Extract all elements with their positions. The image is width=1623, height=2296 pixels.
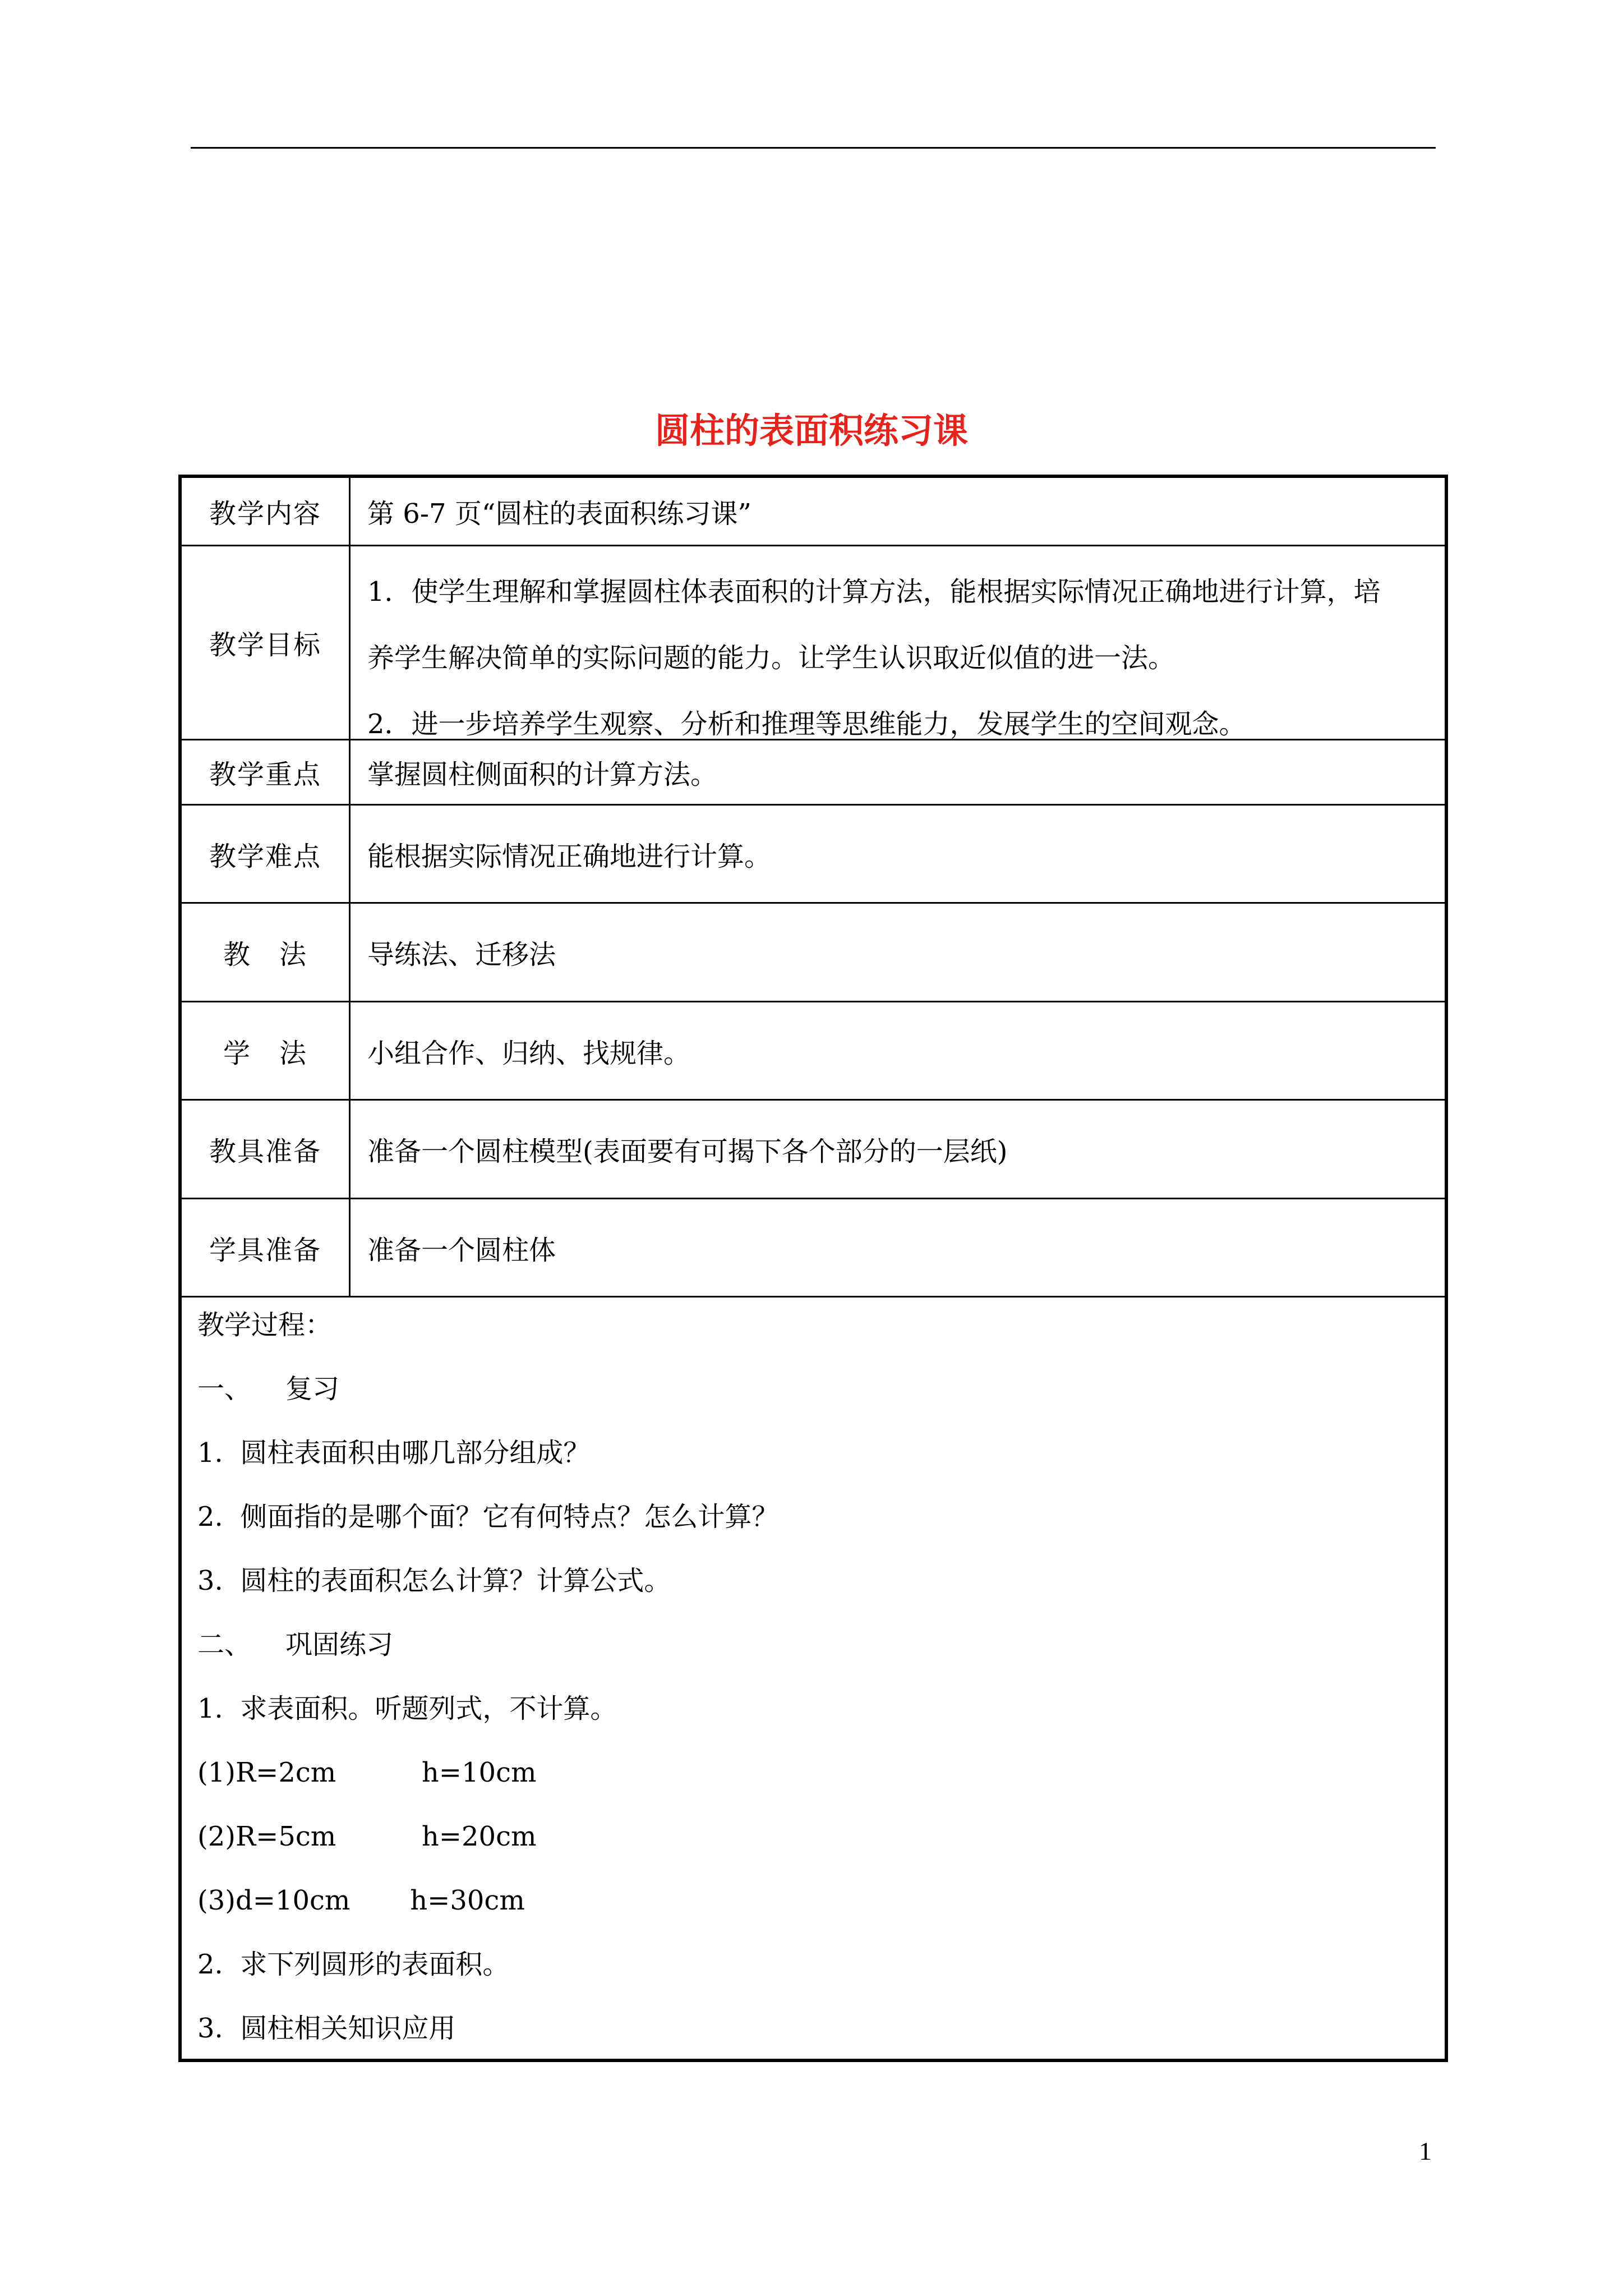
process-line: 1. 圆柱表面积由哪几部分组成？ (197, 1437, 591, 1469)
row-value: 第 6-7 页“圆柱的表面积练习课” (367, 498, 751, 530)
row-value: 小组合作、归纳、找规律。 (367, 1037, 691, 1069)
header-rule (191, 147, 1436, 149)
row-label: 教学内容 (182, 478, 351, 545)
process-line: 一、 复习 (197, 1373, 340, 1405)
row-value: 掌握圆柱侧面积的计算方法。 (367, 759, 718, 790)
process-line: 1. 求表面积。听题列式，不计算。 (197, 1693, 617, 1724)
row-label: 学 法 (182, 1002, 351, 1099)
page-number: 1 (1419, 2137, 1432, 2165)
table-row-teaching-aids (182, 1101, 1445, 1199)
table-row-key-point (182, 740, 1445, 806)
row-label: 教具准备 (182, 1101, 351, 1198)
process-line: 3. 圆柱相关知识应用 (197, 2013, 456, 2044)
table-row-difficulty (182, 806, 1445, 904)
process-line: 二、 巩固练习 (197, 1629, 394, 1660)
row-label: 教 法 (182, 904, 351, 1001)
row-value: 能根据实际情况正确地进行计算。 (367, 840, 772, 872)
row-label: 教学难点 (182, 806, 351, 902)
row-value-goals (351, 546, 1445, 739)
table-row-learning-aids (182, 1199, 1445, 1297)
table-row-content (182, 478, 1445, 546)
process-line: (3)d=10cm h=30cm (197, 1885, 525, 1916)
row-value: 导练法、迁移法 (367, 939, 556, 970)
table-row-learning-method (182, 1002, 1445, 1101)
goal-line: 1．使学生理解和掌握圆柱体表面积的计算方法，能根据实际情况正确地进行计算，培 (367, 576, 1381, 608)
goal-line: 养学生解决简单的实际问题的能力。让学生认识取近似值的进一法。 (367, 642, 1175, 674)
table-row-teaching-method (182, 904, 1445, 1002)
row-value: 准备一个圆柱体 (367, 1234, 556, 1266)
row-label: 教学重点 (182, 740, 351, 804)
process-line: 2. 求下列圆形的表面积。 (197, 1949, 510, 1980)
process-line: 2. 侧面指的是哪个面？它有何特点？怎么计算？ (197, 1501, 779, 1533)
row-value: 准备一个圆柱模型(表面要有可揭下各个部分的一层纸) (367, 1136, 1008, 1167)
table-row-goals (182, 546, 1445, 740)
process-line: (1)R=2cm h=10cm (197, 1757, 537, 1788)
row-label: 学具准备 (182, 1199, 351, 1296)
process-line: 教学过程： (197, 1309, 333, 1341)
goal-line: 2．进一步培养学生观察、分析和推理等思维能力，发展学生的空间观念。 (367, 708, 1246, 740)
teaching-process (182, 1293, 1445, 2060)
row-label: 教学目标 (182, 546, 351, 739)
process-line: 3. 圆柱的表面积怎么计算？计算公式。 (197, 1565, 671, 1596)
process-line: (2)R=5cm h=20cm (197, 1821, 537, 1852)
lesson-plan-table (178, 475, 1448, 2062)
document-title: 圆柱的表面积练习课 (654, 410, 968, 451)
